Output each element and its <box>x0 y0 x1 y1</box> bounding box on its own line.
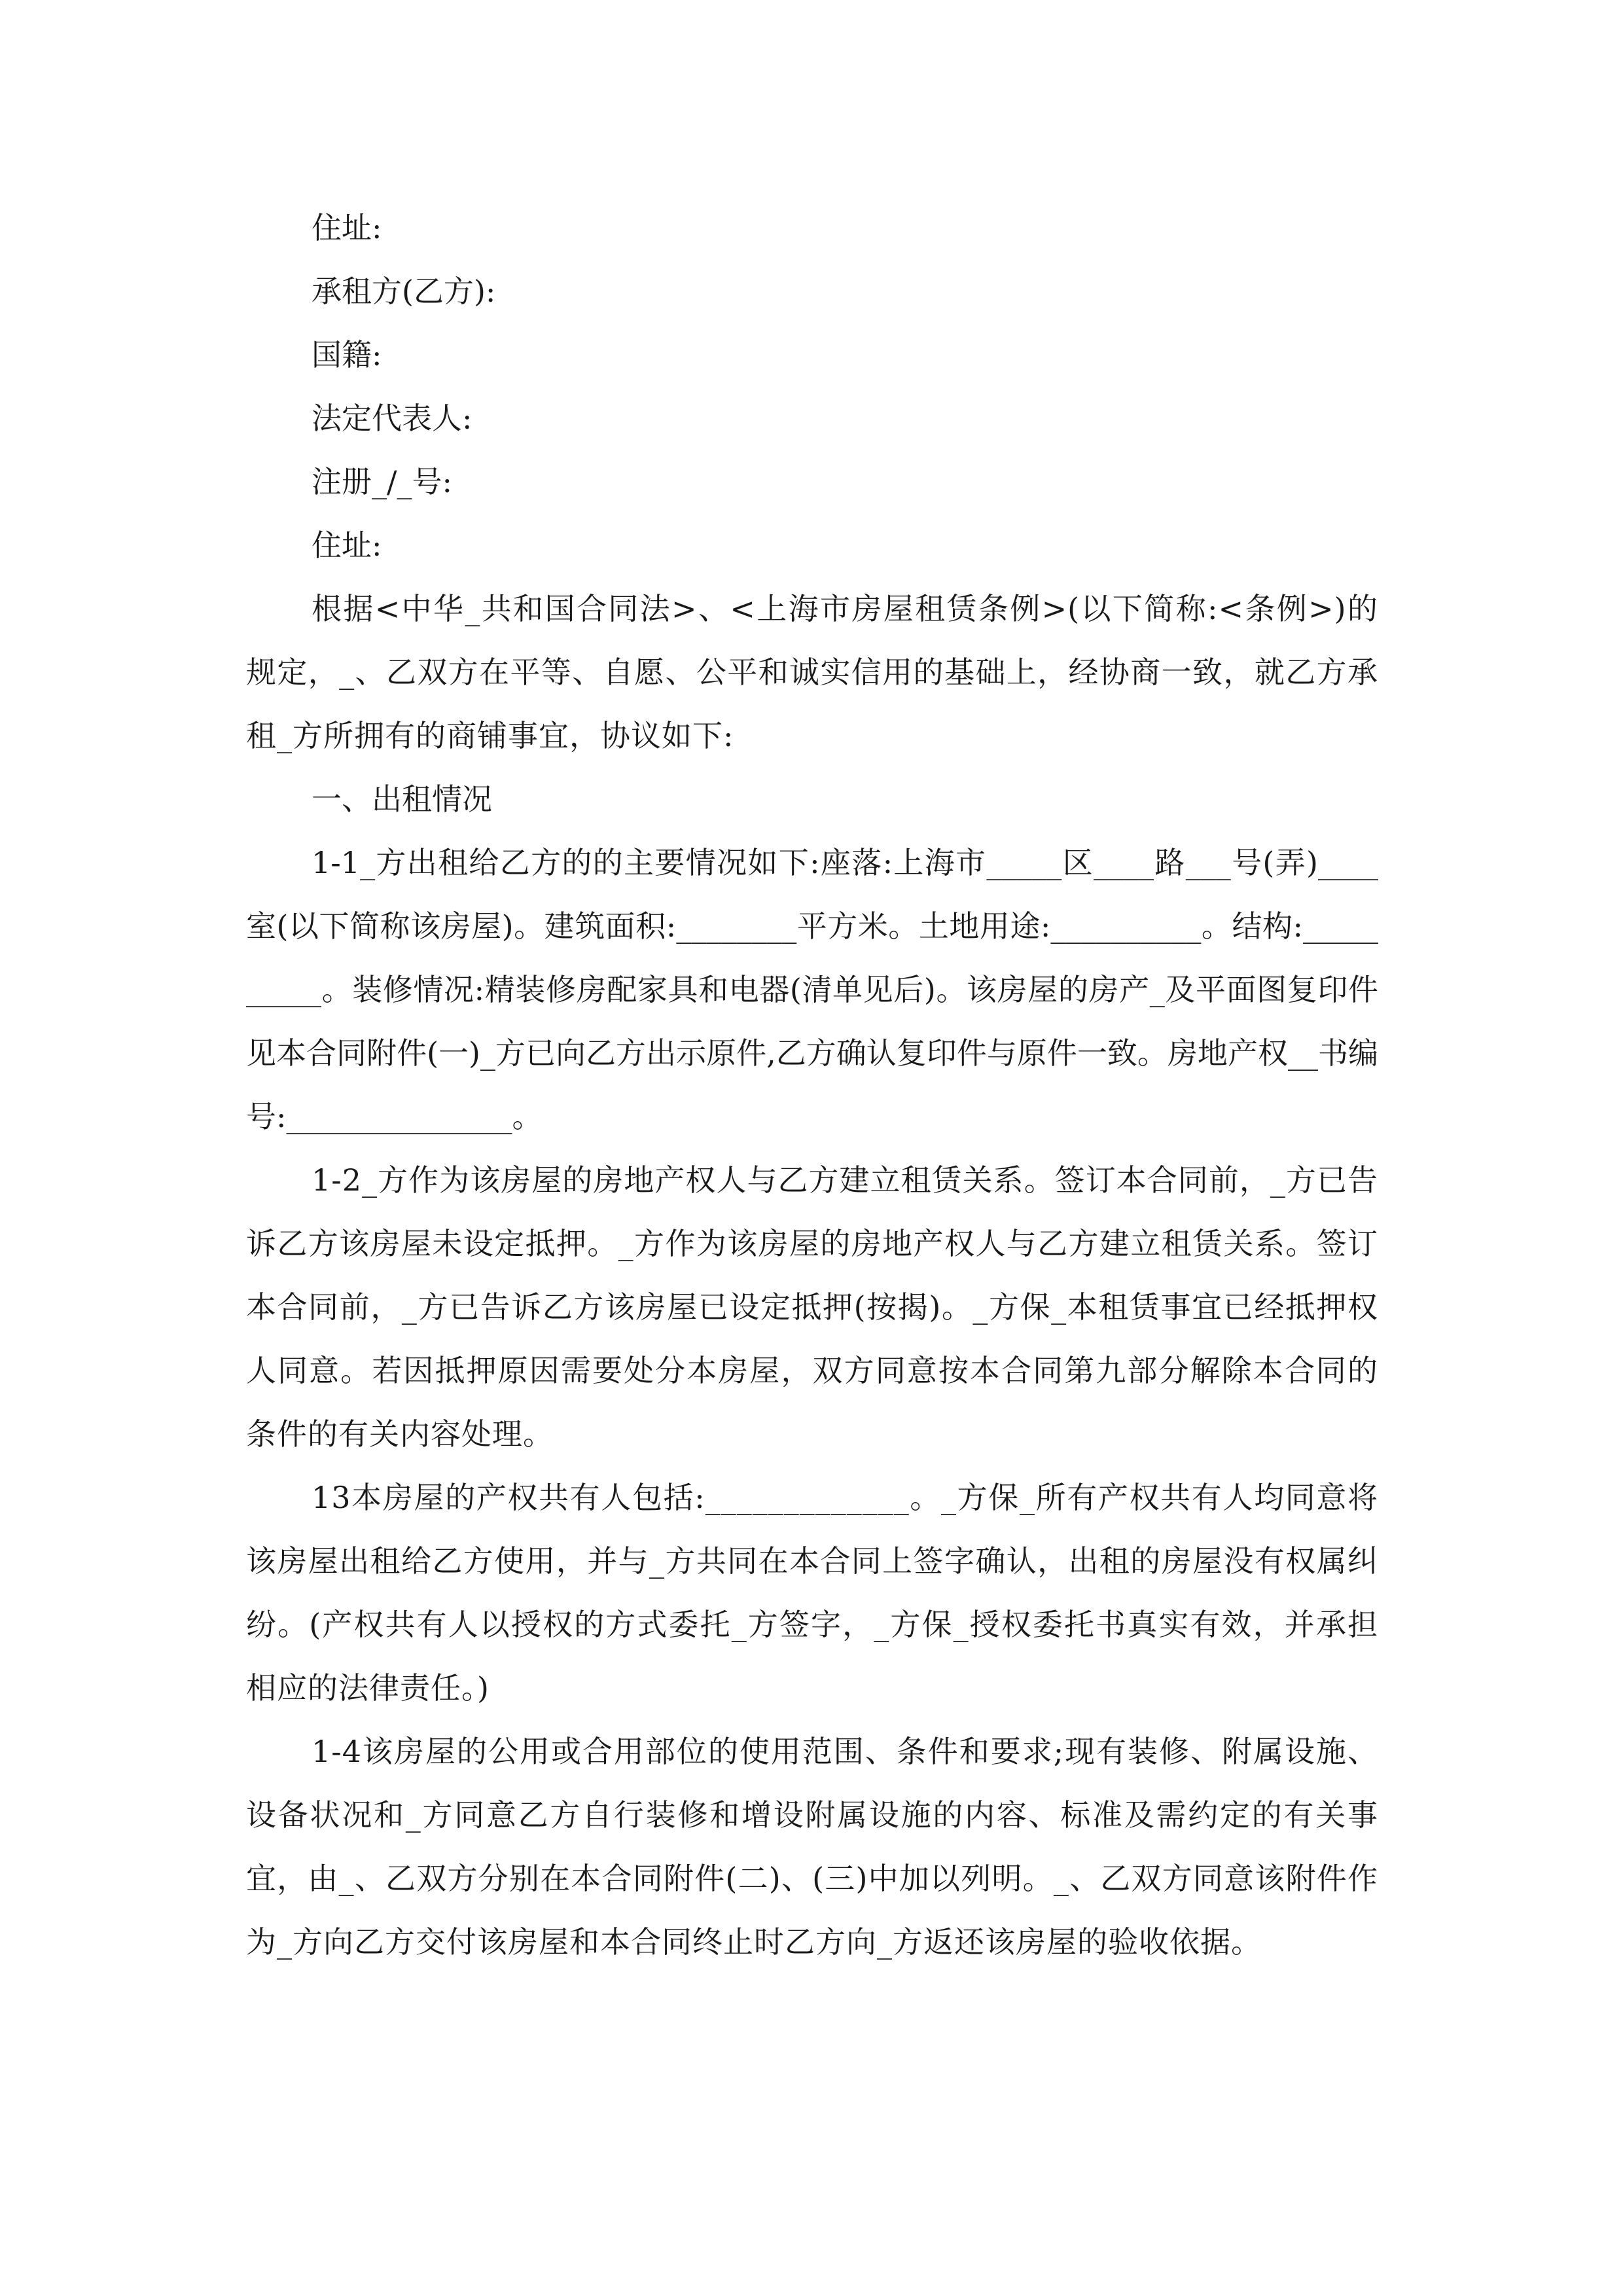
lessor-address-field: 住址: <box>312 210 382 245</box>
legal-representative-field: 法定代表人: <box>312 401 473 436</box>
lessee-field: 承租方(乙方): <box>312 274 496 309</box>
nationality-field: 国籍: <box>312 337 382 372</box>
clause-1-2: 1-2_方作为该房屋的房地产权人与乙方建立租赁关系。签订本合同前，_方已告诉乙方该房屋未设定抵押。_方作为该房屋的房地产权人与乙方建立租赁关系。签订本合同前，_方已告诉乙方该房屋已设定抵押(按揭)。_方保_本租赁事宜已经抵押权人同意。若因抵押原因需要处分本房屋，双方同意按本合同第九部分解除本合同的条件的有关内容处理。 <box>246 1162 1378 1452</box>
clause-1-4: 1-4该房屋的公用或合用部位的使用范围、条件和要求;现有装修、附属设施、设备状况和_方同意乙方自行装修和增设附属设施的内容、标准及需约定的有关事宜，由_、乙双方分别在本合同附件(二)、(三)中加以列明。_、乙双方同意该附件作为_方向乙方交付该房屋和本合同终止时乙方向_方返还该房屋的验收依据。 <box>246 1734 1378 1960</box>
clause-1-3: 13本房屋的产权共有人包括:_____________。_方保_所有产权共有人均同意将该房屋出租给乙方使用，并与_方共同在本合同上签字确认，出租的房屋没有权属纠纷。(产权共有人以授权的方式委托_方签字，_方保_授权委托书真实有效，并承担相应的法律责任。) <box>246 1480 1378 1706</box>
section-heading: 一、出租情况 <box>312 781 492 817</box>
intro-paragraph: 根据<中华_共和国合同法>、<上海市房屋租赁条例>(以下简称:<条例>)的规定，_、乙双方在平等、自愿、公平和诚实信用的基础上，经协商一致，就乙方承租_方所拥有的商铺事宜，协议如下: <box>246 591 1378 753</box>
clause-1-1: 1-1_方出租给乙方的的主要情况如下:座落:上海市_____区____路___号(弄)____室(以下简称该房屋)。建筑面积:________平方米。土地用途:__________。结构:__________。装修情况:精装修房配家具和电器(清单见后)。该房屋的房产_及平面图复印件见本合同附件(一)_方已向乙方出示原件,乙方确认复印件与原件一致。房地产权__书编号:_______________。 <box>246 845 1378 1134</box>
document-body <box>246 196 1378 1974</box>
registration-number-field: 注册_/_号: <box>312 464 452 499</box>
lessee-address-field: 住址: <box>312 528 382 563</box>
